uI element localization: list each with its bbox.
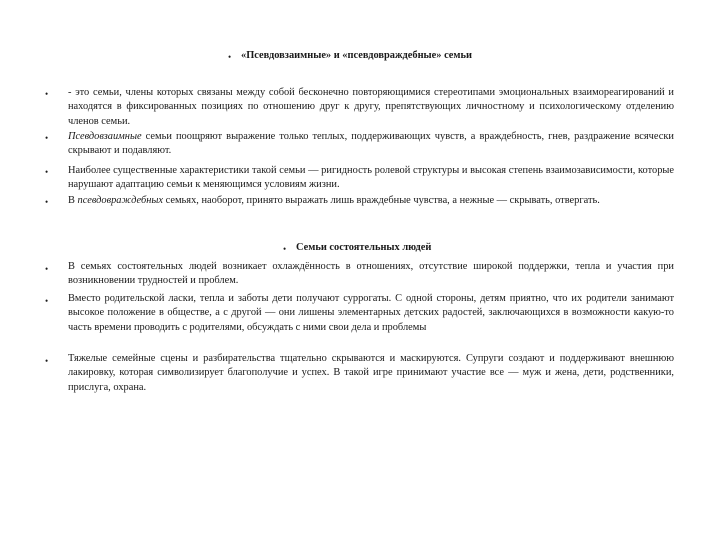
list-bullet: • (45, 133, 49, 143)
section2-item-2: Вместо родительской ласки, тепла и заботы дети получают суррогаты. С одной стороны, детям приятно, что их родители занимают высокое положение в обществе, а с другой — они лишены элементарных детских радостей, заключающихся в возможности какую-то часть времени проводить с родителями, обсуждать с ними свои дела и проблемы (68, 293, 674, 333)
section2-item-1: В семьях состоятельных людей возникает охлаждённость в отношениях, отсутствие широкой поддержки, тепла и участия при возникновении трудностей и проблем. (68, 261, 674, 287)
italic-term: Псевдовзаимные (68, 131, 142, 142)
list-bullet: • (45, 356, 49, 366)
section1-item-3: Наиболее существенные характеристики такой семьи — ригидность ролевой структуры и высокая степень взаимозависимости, которые нарушают адаптацию семьи к меняющимся условиям жизни. (68, 165, 674, 191)
item-text: семьях, наоборот, принято выражать лишь враждебные чувства, а нежные — скрывать, отвергать. (163, 195, 600, 206)
section1-item-1: - это семьи, члены которых связаны между собой бесконечно повторяющимися стереотипами эмоциональных взаимореагирований и находятся в фиксированных позициях по отношению друг к другу, препятствующих личностному и психологическому отделению членов семьи. (68, 87, 674, 127)
list-bullet: • (45, 167, 49, 177)
list-bullet: • (45, 89, 49, 99)
list-bullet: • (45, 264, 49, 274)
heading-bullet: • (228, 52, 232, 62)
section2-heading: Семьи состоятельных людей (296, 242, 432, 253)
list-bullet: • (45, 197, 49, 207)
section2-item-3: Тяжелые семейные сцены и разбирательства тщательно скрываются и маскируются. Супруги создают и поддерживают внешнюю лакировку, которая символизирует благополучие и успех. В такой игре принимают участие все — муж и жена, дети, родственники, прислуга, охрана. (68, 353, 674, 393)
item-prefix: В (68, 195, 78, 206)
item-text: семьи поощряют выражение только теплых, поддерживающих чувств, а враждебность, гнев, раздражение всячески скрывают и подавляют. (68, 131, 674, 157)
section1-item-2 (68, 130, 674, 159)
list-bullet: • (45, 296, 49, 306)
heading-bullet: • (283, 244, 287, 254)
italic-term: псевдовраждебных (77, 195, 164, 206)
section1-heading: «Псевдовзаимные» и «псевдовраждебные» семьи (241, 50, 472, 61)
section1-item-4 (68, 194, 674, 208)
